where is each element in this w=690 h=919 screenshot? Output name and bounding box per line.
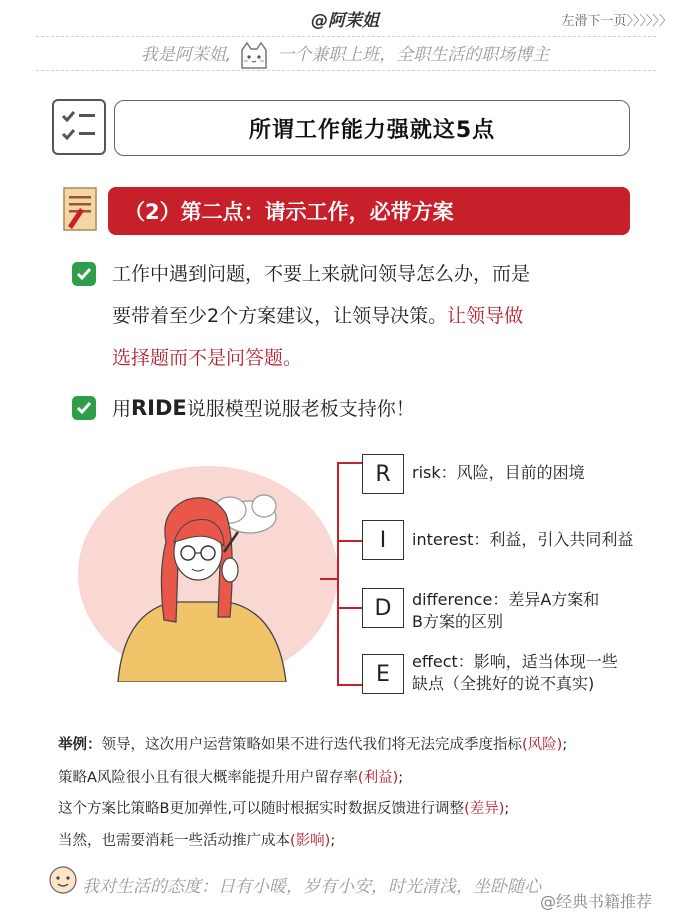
ride-item-interest: [412, 529, 633, 551]
green-check-icon: [72, 396, 96, 420]
smiley-icon: [48, 865, 78, 895]
tagline-divider: [36, 70, 656, 71]
checklist-icon: [52, 99, 106, 155]
example-tag-difference: (差异): [464, 801, 505, 817]
tagline-end: 一个兼职上班，全职生活的职场博主: [277, 45, 550, 65]
example-tag-interest: (利益): [357, 770, 399, 786]
header-divider: [36, 36, 656, 37]
ride-connector: [337, 684, 365, 686]
example-line4-end: ;: [330, 833, 336, 849]
example-line3-text: 这个方案比策略B更加弹性,可以随时根据实时数据反馈进行调整: [58, 801, 465, 817]
example-label: 举例：: [58, 737, 102, 753]
ride-letter-e: E: [362, 654, 404, 694]
swipe-hint: 左滑下一页〉〉〉〉〉〉: [561, 14, 672, 29]
example-line1-end: ;: [562, 737, 568, 753]
point-two-prefix: 用: [112, 398, 132, 420]
point-one-line2: [112, 295, 652, 337]
point-two-suffix: 说服模型说服老板支持你！: [186, 398, 415, 420]
footer-motto: 我对生活的态度：日有小暖，岁有小安，时光清浅，坐卧随心: [82, 877, 541, 897]
author-handle: @阿茉姐: [311, 11, 379, 31]
ride-item-difference-line2: B方案的区别: [412, 612, 503, 631]
example-line4-text: 当然，也需要消耗一些活动推广成本: [58, 833, 290, 849]
tagline-start: 我是阿茉姐,: [140, 45, 232, 65]
ride-keyword: RIDE: [131, 396, 187, 420]
section-banner: （2）第二点：请示工作，必带方案: [108, 187, 630, 235]
ride-letter-r: R: [362, 454, 404, 494]
ride-item-risk-line1: risk：风险，目前的困境: [412, 463, 585, 482]
point-one-line1: 工作中遇到问题，不要上来就问领导怎么办，而是: [112, 263, 531, 285]
example-line4: [58, 829, 335, 850]
ride-connector: [337, 607, 365, 609]
point-one-text: [112, 253, 652, 379]
point-one-line3-highlight: 选择题而不是问答题。: [112, 347, 303, 369]
green-check-icon: [72, 262, 96, 286]
cat-icon: [237, 40, 271, 70]
ride-item-difference-line1: difference：差异A方案和: [412, 590, 600, 609]
example-tag-risk: (风险): [522, 737, 563, 753]
document-icon: [60, 186, 100, 232]
example-tag-effect: (影响): [290, 833, 331, 849]
ride-item-effect-line1: effect：影响，适当体现一些: [412, 652, 618, 671]
point-two-text: [112, 387, 415, 430]
watermark: @经典书籍推荐: [540, 892, 653, 911]
example-line3-end: ;: [504, 801, 510, 817]
ride-connector: [337, 462, 365, 464]
point-one-line2-highlight: 让领导做: [447, 305, 524, 327]
tagline: [0, 40, 690, 70]
point-one-line2-text: 要带着至少2个方案建议，让领导决策。: [112, 305, 448, 327]
ride-bracket: [337, 462, 361, 684]
example-line1: [58, 733, 567, 754]
ride-item-risk: [412, 462, 585, 484]
ride-item-effect: [412, 651, 618, 695]
example-line1-text: 领导，这次用户运营策略如果不进行迭代我们将无法完成季度指标: [101, 737, 522, 753]
ride-item-interest-line1: interest：利益，引入共同利益: [412, 530, 634, 549]
example-line2-end: ;: [398, 770, 404, 786]
ride-letter-i: I: [362, 520, 404, 560]
ride-connector: [320, 578, 338, 580]
example-line3: [58, 797, 509, 818]
ride-item-effect-line2: 缺点（全挑好的说不真实): [412, 674, 595, 693]
example-line2-text: 策略A风险很小且有很大概率能提升用户留存率: [58, 770, 358, 786]
page-title: 所谓工作能力强就这5点: [114, 100, 630, 156]
ride-connector: [337, 540, 365, 542]
ride-letter-d: D: [362, 588, 404, 628]
ride-item-difference: [412, 589, 599, 633]
woman-thinking-illustration: [78, 452, 338, 682]
example-line2: [58, 766, 403, 787]
